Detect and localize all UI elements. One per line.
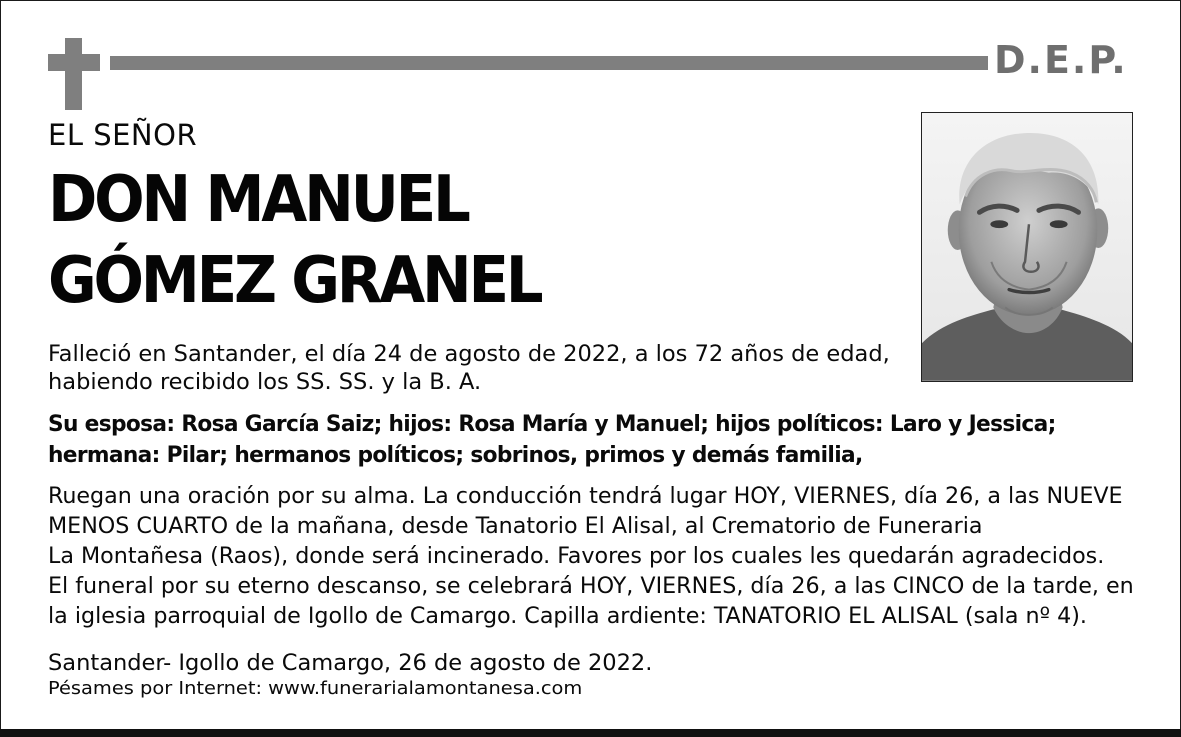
service-line: La Montañesa (Raos), donde será incinerado. Favores por los cuales les quedarán agradecidos.	[48, 543, 1105, 569]
deceased-name-line-2: GÓMEZ GRANEL	[48, 244, 541, 318]
service-line: MENOS CUARTO de la mañana, desde Tanatorio El Alisal, al Crematorio de Funeraria	[48, 513, 983, 539]
family-list	[48, 409, 1056, 471]
dep-label: D.E.P.	[994, 38, 1128, 82]
service-line: Ruegan una oración por su alma. La conducción tendrá lugar HOY, VIERNES, día 26, a las NUEVE	[48, 483, 1123, 509]
place-date: Santander- Igollo de Camargo, 26 de agosto de 2022.	[48, 650, 653, 676]
family-line: Su esposa: Rosa García Saiz; hijos: Rosa María y Manuel; hijos políticos: Laro y Jessica;	[48, 411, 1056, 437]
condolences-web: Pésames por Internet: www.funerarialamontanesa.com	[48, 679, 583, 699]
service-line: la iglesia parroquial de Igollo de Camargo. Capilla ardiente: TANATORIO EL ALISAL (sala nº 4).	[48, 603, 1087, 629]
service-line: El funeral por su eterno descanso, se celebrará HOY, VIERNES, día 26, a las CINCO de la tarde, en	[48, 573, 1134, 599]
intro-line: habiendo recibido los SS. SS. y la B. A.	[48, 369, 482, 395]
deceased-name-line-1: DON MANUEL	[48, 163, 468, 237]
cross-icon	[48, 38, 100, 110]
service-details	[48, 481, 1134, 631]
death-notice-intro	[48, 340, 890, 396]
portrait-photo	[921, 112, 1133, 382]
family-line: hermana: Pilar; hermanos políticos; sobrinos, primos y demás familia,	[48, 442, 863, 468]
bottom-rule	[0, 729, 1181, 737]
honorific: EL SEÑOR	[48, 118, 198, 152]
header-rule	[110, 56, 988, 70]
intro-line: Falleció en Santander, el día 24 de agosto de 2022, a los 72 años de edad,	[48, 341, 890, 367]
